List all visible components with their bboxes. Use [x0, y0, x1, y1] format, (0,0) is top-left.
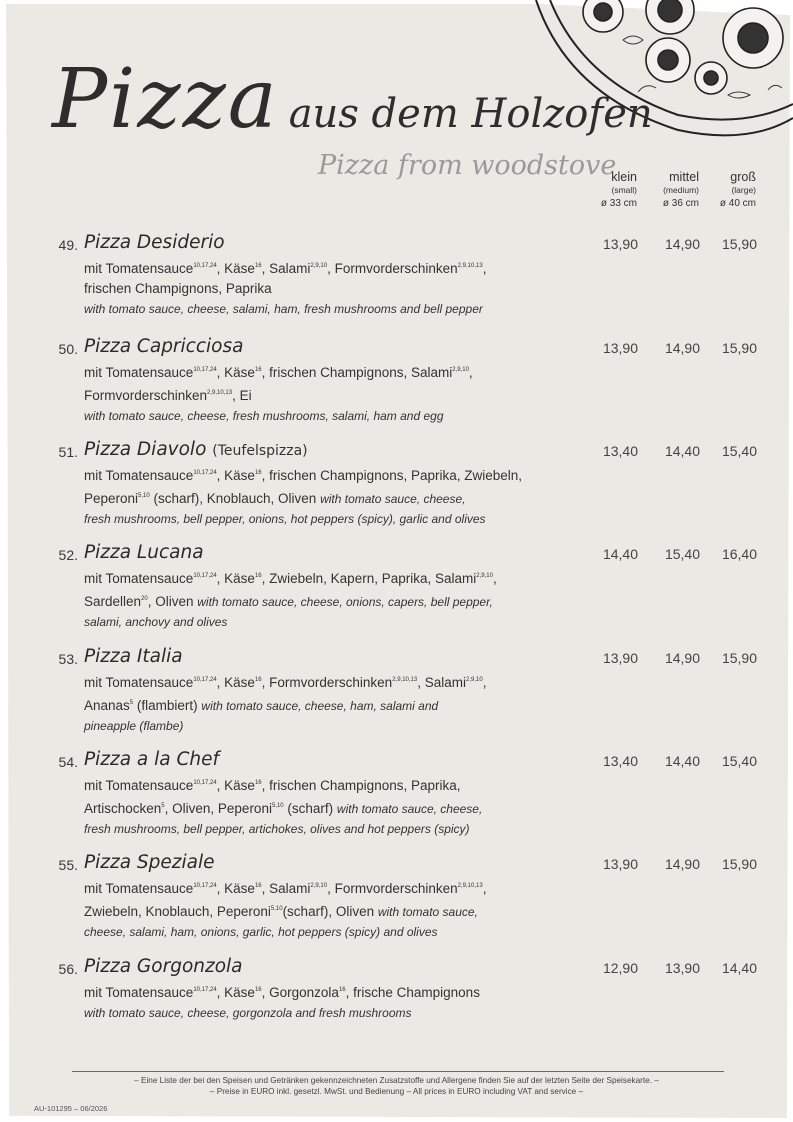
- item-name-text: Pizza Desiderio: [84, 232, 225, 253]
- size-name: klein: [611, 170, 637, 184]
- item-name-text: Pizza Lucana: [84, 542, 204, 563]
- item-description: mit Tomatensauce$^{10,17,24}$, Käse$^{16}$, frischen Champignons, Salami$^{2,9,10}$, Formvorderschinken$^{2,9,10,13}$, Ei with tomato sauce, cheese, fresh mushrooms, salami, ham and egg: [84, 365, 473, 423]
- price-medium: 14,90: [664, 236, 700, 252]
- item-name-text: Pizza Italia: [84, 646, 183, 667]
- item-description: mit Tomatensauce$^{10,17,24}$, Käse$^{16}$, Formvorderschinken$^{2,9,10,13}$, Salami$^{2,9,10}$, Ananas$^5$ (flambiert) with tomato sauce, cheese, ham, salami and pineapple (flambe): [84, 675, 487, 733]
- item-description: mit Tomatensauce$^{10,17,24}$, Käse$^{16}$, Salami$^{2,9,10}$, Formvorderschinken$^{2,9,10,13}$, Zwiebeln, Knoblauch, Peperoni$^{5,10}$(scharf), Oliven with tomato sauce, cheese, salami, ham, onions, garlic, hot peppers (spicy) and olives: [84, 881, 487, 939]
- price-medium: 13,90: [664, 960, 700, 976]
- price-small: 13,90: [602, 650, 638, 666]
- size-name: groß: [730, 170, 756, 184]
- price-medium: 14,40: [664, 753, 700, 769]
- price-medium: 15,40: [664, 546, 700, 562]
- footer-allergen-note: – Eine Liste der bei den Speisen und Getränken gekennzeichneten Zusatzstoffe und Allergene finden Sie auf der letzten Seite der Speisekarte. –: [134, 1076, 659, 1085]
- price-medium: 14,90: [664, 856, 700, 872]
- item-description: mit Tomatensauce$^{10,17,24}$, Käse$^{16}$, Gorgonzola$^{16}$, frische Champignons with tomato sauce, cheese, gorgonzola and fresh mushrooms: [84, 985, 480, 1020]
- item-description: mit Tomatensauce$^{10,17,24}$, Käse$^{16}$, frischen Champignons, Paprika, Artischocken$^5$, Oliven, Peperoni$^{5,10}$ (scharf) with tomato sauce, cheese, fresh mushrooms, bell pepper, artichokes, olives and hot peppers (spicy): [84, 778, 483, 836]
- item-name-text: Pizza Diavolo: [84, 439, 207, 460]
- footer-price-note: – Preise in EURO inkl. gesetzl. MwSt. und Bedienung – All prices in EURO including VAT and service –: [209, 1087, 584, 1096]
- item-name: [84, 232, 225, 253]
- size-diameter: ø 36 cm: [662, 198, 699, 209]
- item-name: [84, 439, 308, 460]
- price-small: 12,90: [602, 960, 638, 976]
- item-name-text: Pizza a la Chef: [84, 749, 220, 770]
- price-large: 15,90: [721, 650, 757, 666]
- size-name-en: (large): [731, 185, 756, 195]
- size-header-large: [686, 170, 756, 212]
- price-large: 15,90: [721, 236, 757, 252]
- item-name: [84, 646, 183, 667]
- item-description: mit Tomatensauce$^{10,17,24}$, Käse$^{16}$, frischen Champignons, Paprika, Zwiebeln, Peperoni$^{5,10}$ (scharf), Knoblauch, Oliven with tomato sauce, cheese, fresh mushrooms, bell pepper, onions, hot peppers (spicy), garlic and olives: [84, 468, 523, 526]
- item-name-text: Pizza Capricciosa: [84, 336, 244, 357]
- item-description: mit Tomatensauce$^{10,17,24}$, Käse$^{16}$, Salami$^{2,9,10}$, Formvorderschinken$^{2,9,10,13}$, frischen Champignons, Paprika with tomato sauce, cheese, salami, ham, fresh mushrooms and bell pepper: [84, 261, 487, 316]
- price-large: 15,90: [721, 340, 757, 356]
- price-small: 13,90: [602, 340, 638, 356]
- title-pizza: Pizza: [52, 52, 279, 147]
- item-name: [84, 956, 243, 977]
- price-large: 15,40: [721, 753, 757, 769]
- item-name-extra: (Teufelspizza): [212, 443, 308, 459]
- item-number: 52.: [58, 547, 78, 563]
- price-small: 14,40: [602, 546, 638, 562]
- item-description: mit Tomatensauce$^{10,17,24}$, Käse$^{16}$, Zwiebeln, Kapern, Paprika, Salami$^{2,9,10}$, Sardellen$^{20}$, Oliven with tomato sauce, cheese, onions, capers, bell pepper, salami, anchovy and olives: [84, 571, 497, 629]
- item-name: [84, 852, 215, 873]
- item-number: 49.: [58, 237, 78, 253]
- price-large: 15,40: [721, 443, 757, 459]
- price-medium: 14,90: [664, 340, 700, 356]
- size-header-small: [567, 170, 637, 212]
- footer-divider: [72, 1071, 724, 1072]
- size-name: mittel: [669, 170, 699, 184]
- document-code: AU-101295 – 06/2026: [34, 1104, 108, 1113]
- size-diameter: ø 40 cm: [719, 198, 756, 209]
- title-holzofen: aus dem Holzofen: [288, 91, 653, 137]
- size-name-en: (small): [611, 185, 637, 195]
- price-small: 13,90: [602, 236, 638, 252]
- item-number: 54.: [58, 754, 78, 770]
- item-name: [84, 542, 204, 563]
- price-medium: 14,90: [664, 650, 700, 666]
- price-small: 13,90: [602, 856, 638, 872]
- item-number: 51.: [58, 444, 78, 460]
- item-name: [84, 749, 219, 770]
- item-name-text: Pizza Gorgonzola: [84, 956, 243, 977]
- item-number: 53.: [58, 651, 78, 667]
- price-large: 14,40: [721, 960, 757, 976]
- item-number: 56.: [58, 961, 78, 977]
- size-name-en: (medium): [663, 185, 699, 195]
- item-name: [84, 336, 243, 357]
- price-medium: 14,40: [664, 443, 700, 459]
- size-diameter: ø 33 cm: [600, 198, 637, 209]
- item-name-text: Pizza Speziale: [84, 852, 215, 873]
- menu-title: [52, 52, 653, 147]
- price-small: 13,40: [602, 443, 638, 459]
- price-large: 16,40: [721, 546, 757, 562]
- price-small: 13,40: [602, 753, 638, 769]
- menu-subtitle: Pizza from woodstove: [318, 150, 617, 181]
- price-large: 15,90: [721, 856, 757, 872]
- item-number: 50.: [58, 341, 78, 357]
- item-number: 55.: [58, 857, 78, 873]
